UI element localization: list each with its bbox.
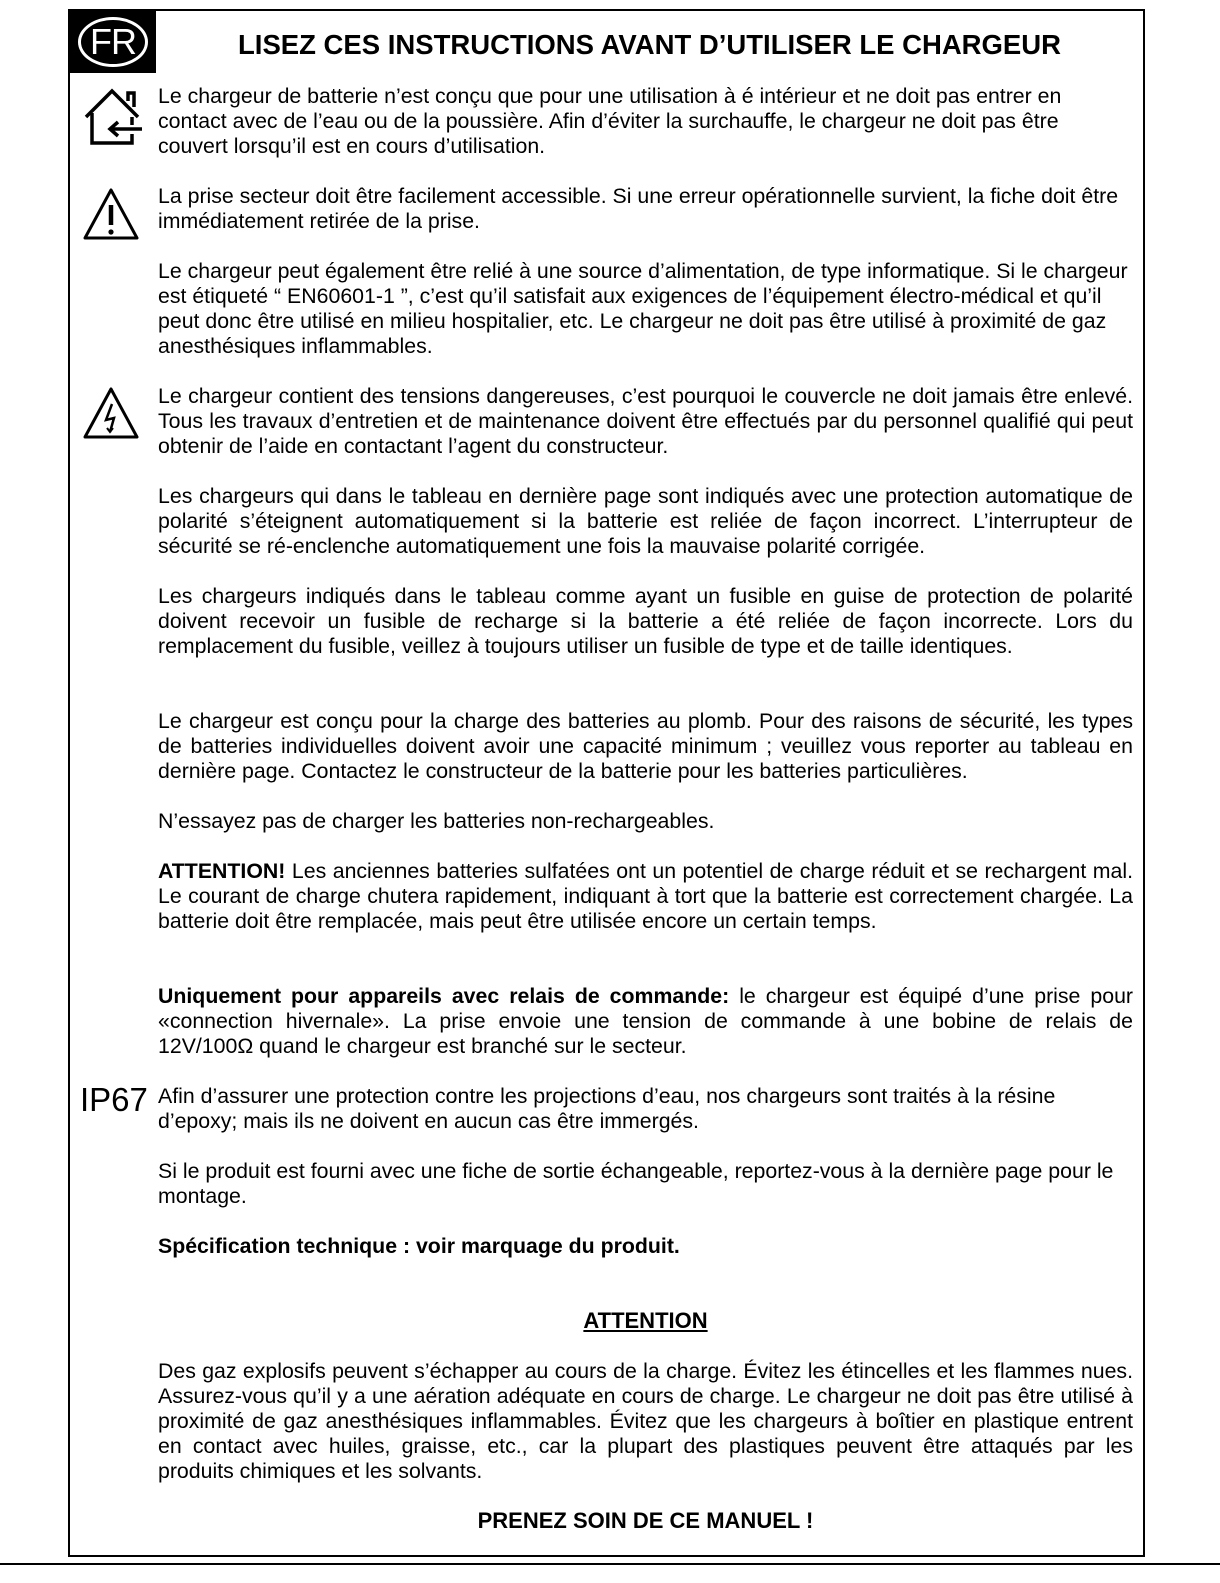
paragraph-lead-batteries: Le chargeur est conçu pour la charge des batteries au plomb. Pour des raisons de sécurité, les types de batteries individuelles doivent avoir une capacité minimum ; veuillez vous reporter au tableau en dernière page. Contactez le constructeur de la batterie pour les batteries particulières.	[158, 709, 1133, 783]
bottom-rule	[0, 1563, 1220, 1565]
paragraph-epoxy-protection: Afin d’assurer une protection contre les projections d’eau, nos chargeurs sont traités à la résine d’epoxy; mais ils ne doivent en aucun cas être immergés.	[158, 1084, 1056, 1133]
paragraph-technical-spec: Spécification technique : voir marquage du produit.	[158, 1234, 680, 1258]
house-indoor-icon	[82, 87, 146, 147]
paragraph-dangerous-voltage: Le chargeur contient des tensions dangereuses, c’est pourquoi le couvercle ne doit jamais être enlevé. Tous les travaux d’entretien et de maintenance doivent être effectués par du personnel qualifié qui peut obtenir de l’aide en contactant l’agent du constructeur.	[158, 384, 1133, 458]
paragraph-explosive-gases: Des gaz explosifs peuvent s’échapper au cours de la charge. Évitez les étincelles et les flammes nues. Assurez-vous qu’il y a une aération adéquate en cours de charge. Le chargeur ne doit pas être utilisé à proximité de gaz anesthésiques inflammables. Évitez que les chargeurs à boîtier en plastique entrent en contact avec huiles, graisse, etc., car la plupart des plastiques peuvent être attaqués par les produits chimiques et les solvants.	[158, 1359, 1133, 1483]
paragraph-attention-sulfated	[158, 859, 1133, 934]
paragraph-control-relay	[158, 984, 1133, 1059]
paragraph-polarity-protection: Les chargeurs qui dans le tableau en dernière page sont indiqués avec une protection automatique de polarité s’éteignent automatiquement si la batterie est reliée de façon incorrect. L’interrupteur de sécurité se ré-enclenche automatiquement une fois la mauvaise polarité corrigée.	[158, 484, 1133, 558]
attention-heading: ATTENTION	[583, 1308, 708, 1333]
high-voltage-triangle-icon	[82, 386, 140, 440]
paragraph-output-plug: Si le produit est fourni avec une fiche de sortie échangeable, reportez-vous à la dernière page pour le montage.	[158, 1159, 1114, 1208]
attention-text: Les anciennes batteries sulfatées ont un potentiel de charge réduit et se rechargent mal. Le courant de charge chutera rapidement, indiquant à tort que la batterie est correctement chargée. La batterie doit être remplacée, mais peut être utilisée encore un certain temps.	[158, 859, 1133, 933]
paragraph-mains-socket: La prise secteur doit être facilement accessible. Si une erreur opérationnelle survient, la fiche doit être immédiatement retirée de la prise.	[158, 184, 1119, 233]
control-relay-text: le chargeur est équipé d’une prise pour «connection hivernale». La prise envoie une tension de commande à une bobine de relais de 12V/100Ω quand le chargeur est branché sur le secteur.	[158, 984, 1134, 1058]
ip67-rating-label: IP67	[80, 1081, 148, 1118]
language-badge	[70, 11, 156, 73]
attention-label: ATTENTION!	[158, 859, 286, 883]
control-relay-label: Uniquement pour appareils avec relais de commande:	[158, 984, 730, 1008]
paragraph-polarity-fuse: Les chargeurs indiqués dans le tableau comme ayant un fusible en guise de protection de polarité doivent recevoir un fusible de recharge si la batterie a été reliée de façon incorrecte. Lors du remplacement du fusible, veillez à toujours utiliser un fusible de type et de taille identiques.	[158, 584, 1133, 658]
language-code: FR	[78, 17, 148, 67]
paragraph-indoor-use: Le chargeur de batterie n’est conçu que pour une utilisation à é intérieur et ne doit pas entrer en contact avec de l’eau ou de la poussière. Afin d’éviter la surchauffe, le chargeur ne doit pas être couvert lorsqu’il est en cours d’utilisation.	[158, 84, 1062, 158]
footer-notice: PRENEZ SOIN DE CE MANUEL !	[477, 1508, 814, 1533]
warning-triangle-icon	[82, 187, 140, 241]
paragraph-non-rechargeable: N’essayez pas de charger les batteries non-rechargeables.	[158, 809, 715, 833]
document-frame	[68, 9, 1145, 1557]
paragraph-power-source: Le chargeur peut également être relié à une source d’alimentation, de type informatique. Si le chargeur est étiqueté “ EN60601-1 ”, c’est qu’il satisfait aux exigences de l’équipement électro-médical et qu’il peut donc être utilisé en milieu hospitalier, etc. Le chargeur ne doit pas être utilisé à proximité de gaz anesthésiques inflammables.	[158, 259, 1128, 358]
document-title: LISEZ CES INSTRUCTIONS AVANT D’UTILISER LE CHARGEUR	[238, 29, 1061, 60]
